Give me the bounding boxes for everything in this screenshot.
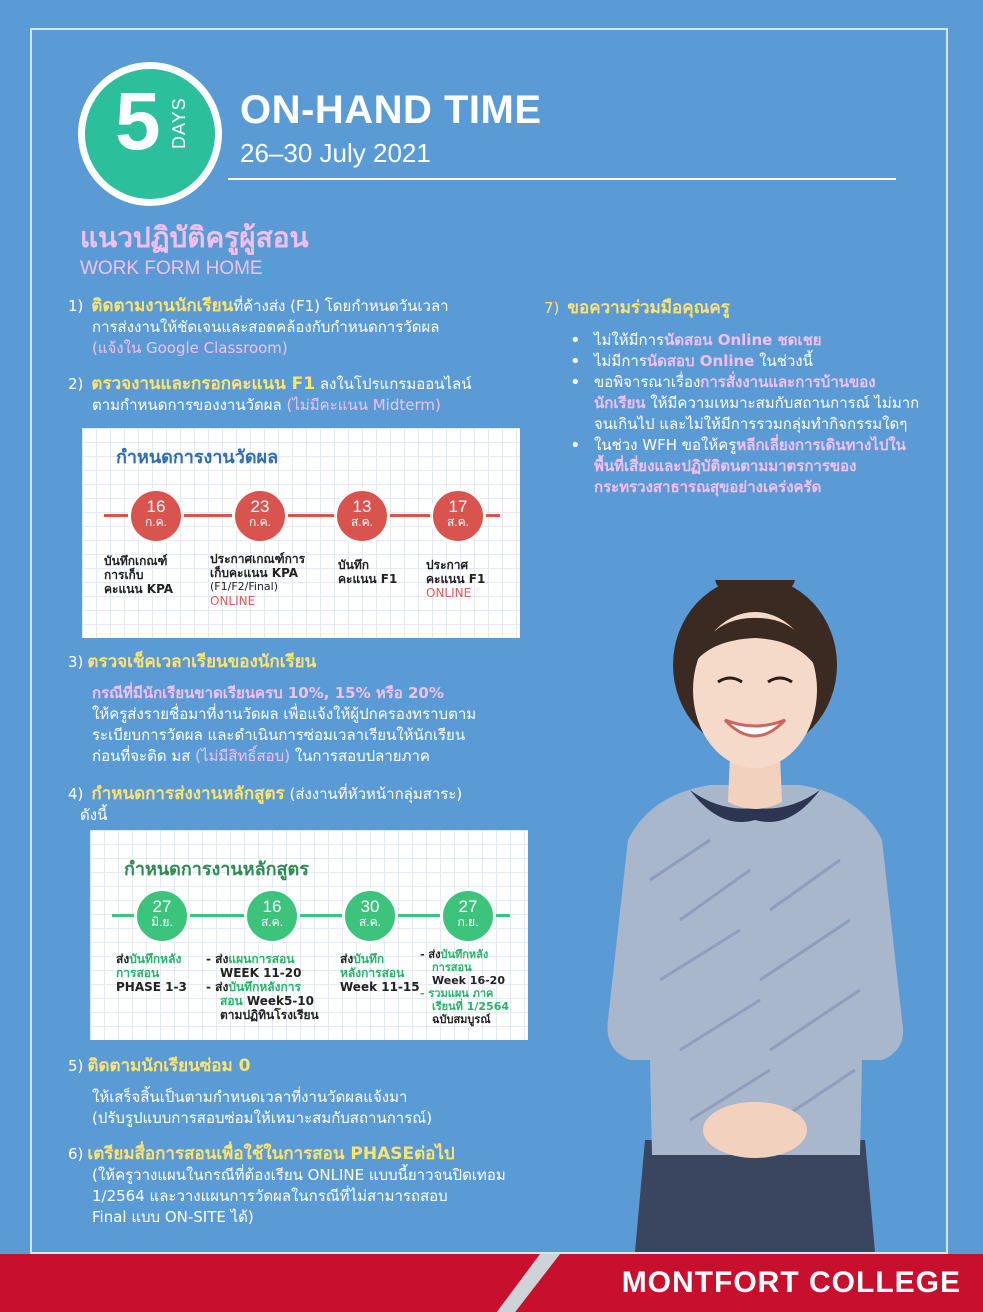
timeline-label [116, 952, 187, 994]
item-highlight: ติดตามนักเรียนซ่อม 0 [87, 1056, 251, 1076]
timeline-label [338, 558, 397, 586]
badge-number: 5 [115, 76, 161, 167]
item-text: ในช่วงนี้ [754, 352, 813, 370]
label-line: PHASE 1-3 [116, 980, 187, 994]
item-emphasis: กรณีที่มีนักเรียนขาดเรียนครบ 10%, 15% หรือ 20% [92, 684, 444, 702]
label-online: ONLINE [426, 586, 472, 600]
timeline-date-circle [128, 488, 184, 544]
label-line: ส่ง [340, 952, 354, 966]
teacher-photo [590, 580, 920, 1252]
item-text: ในช่วง WFH ขอให้ครู [594, 436, 737, 454]
label-line: บันทึก [338, 558, 369, 572]
header-divider [228, 178, 896, 180]
footer-accent [0, 1254, 540, 1312]
timeline-date-circle [430, 488, 486, 544]
item-number: 5) [68, 1057, 84, 1075]
label-line: ส่ง [116, 952, 130, 966]
item-number: 1) [68, 297, 84, 315]
guideline-6 [68, 1144, 568, 1228]
date-month: ส.ค. [446, 515, 470, 529]
label-line: Week 11-15 [340, 980, 420, 994]
item-emphasis: นัดสอน Online ชดเชย [664, 331, 822, 349]
label-online: ONLINE [210, 594, 256, 608]
date-day: 13 [352, 497, 372, 516]
timeline-date-circle [232, 488, 288, 544]
item-highlight: เตรียมสื่อการสอนเพื่อใช้ในการสอน PHASEต่อไป [87, 1144, 455, 1164]
label-line: Week 16-20 [432, 974, 505, 987]
guideline-4 [68, 784, 548, 826]
section-heading-en: WORK FORM HOME [80, 258, 263, 279]
date-month: ก.ค. [249, 515, 271, 529]
item-text: ในการสอบปลายภาค [290, 747, 430, 765]
label-line: คะแนน F1 [426, 572, 486, 586]
item-highlight: ขอความร่วมมือคุณครู [567, 298, 730, 318]
five-days-badge [78, 62, 222, 206]
assessment-timeline-card [82, 428, 520, 638]
item-text: ไม่มีการ [594, 352, 647, 370]
item-text: ดังนี้ [80, 806, 108, 824]
section-heading-th: แนวปฏิบัติครูผู้สอน [80, 221, 309, 254]
date-month: ส.ค. [350, 515, 374, 529]
timeline-date-circle [244, 888, 300, 944]
item-text: ที่ค้างส่ง (F1) โดยกำหนดวันเวลา [233, 297, 449, 315]
page-title: ON-HAND TIME [240, 88, 542, 132]
item-text: การส่งงานให้ชัดเจนและสอดคล้องกับกำหนดการวัดผล [92, 318, 440, 336]
cooperation-list [570, 330, 920, 498]
label-line: WEEK 11-20 [220, 966, 302, 980]
list-item [570, 372, 920, 435]
date-day: 23 [250, 497, 270, 516]
item-text: ให้เสร็จสิ้นเป็นตามกำหนดเวลาที่งานวัดผลแจ้งมา [92, 1088, 408, 1106]
label-line: ตามปฏิทินโรงเรียน [220, 1008, 319, 1022]
timeline-title: กำหนดการงานวัดผล [116, 447, 279, 468]
date-day: 17 [448, 497, 468, 516]
list-item [570, 330, 920, 351]
item-text: (ส่งงานที่หัวหน้ากลุ่มสาระ) [284, 785, 463, 803]
label-green: สอน [220, 994, 243, 1008]
item-emphasis: หลีกเลี่ยงการเดินทางไปในพื้นที่เสี่ยงและปฏิบัติตนตามมาตรการของ กระทรวงสาธารณสุขอย่างเคร่งครัด [594, 436, 906, 496]
item-note: (แจ้งใน Google Classroom) [92, 339, 288, 357]
date-month: ก.ย. [457, 915, 479, 929]
item-number: 6) [68, 1145, 84, 1163]
timeline-label [426, 558, 485, 600]
date-day: 27 [152, 897, 172, 916]
guideline-5 [68, 1056, 548, 1129]
curriculum-timeline-card [90, 830, 528, 1040]
label-line: - ส่ง [420, 948, 441, 961]
item-highlight: กำหนดการส่งงานหลักสูตร [91, 784, 285, 804]
list-item [570, 351, 920, 372]
item-text: ให้มีความเหมาะสมกับสถานการณ์ ไม่มากจนเกินไป และไม่ให้มีการรวมกลุ่มทำกิจกรรมใดๆ [594, 394, 920, 433]
item-text: ระเบียบการวัดผล และดำเนินการซ่อมเวลาเรียนให้นักเรียน [92, 726, 466, 744]
item-text: ก่อนที่จะติด มส [92, 747, 196, 765]
college-name: MONTFORT COLLEGE [621, 1266, 961, 1299]
item-emphasis: นัดสอบ Online [646, 352, 755, 370]
item-number: 2) [68, 375, 84, 393]
label-green: หลังการสอน [340, 966, 405, 980]
date-day: 30 [360, 897, 380, 916]
timeline-date-circle [440, 888, 496, 944]
item-text: ลงในโปรแกรมออนไลน์ [315, 375, 472, 393]
label-line: (F1/F2/Final) [210, 580, 278, 593]
timeline-date-circle [334, 488, 390, 544]
item-text: (ปรับรูปแบบการสอบซ่อมให้เหมาะสมกับสถานการณ์) [92, 1109, 433, 1127]
label-green: บันทึกหลัง [129, 952, 182, 966]
date-month: มิ.ย. [151, 915, 173, 929]
guideline-3 [68, 652, 548, 767]
item-text: (ให้ครูวางแผนในกรณีที่ต้องเรียน ONLINE แบบนี้ยาวจนปิดเทอม [92, 1166, 506, 1184]
label-line: คะแนน KPA [104, 582, 174, 596]
item-emphasis: การสั่งงานและการบ้านของนักเรียน [594, 373, 876, 412]
date-day: 16 [146, 497, 166, 516]
label-green: การสอน [432, 961, 472, 974]
item-note: (ไม่มีคะแนน Midterm) [286, 396, 441, 414]
item-highlight: ติดตามงานนักเรียน [91, 296, 234, 316]
label-line: เก็บคะแนน KPA [210, 566, 299, 580]
item-text: Final แบบ ON-SITE ได้) [92, 1208, 254, 1226]
label-green: การสอน [116, 966, 160, 980]
label-green: เรียนที่ 1/2564 [432, 1000, 509, 1013]
guideline-7-title [544, 298, 904, 319]
label-line: ประกาศ [426, 558, 469, 572]
date-day: 27 [458, 897, 478, 916]
date-month: ส.ค. [358, 915, 382, 929]
item-highlight: ตรวจงานและกรอกคะแนน F1 [91, 374, 316, 394]
label-green: บันทึกหลัง [440, 948, 489, 961]
item-note: (ไม่มีสิทธิ์สอบ) [195, 747, 291, 765]
date-day: 16 [262, 897, 282, 916]
date-month: ก.ค. [145, 515, 167, 529]
item-number: 3) [68, 653, 84, 671]
item-highlight: ตรวจเช็คเวลาเรียนของนักเรียน [87, 652, 317, 672]
label-line: - ส่ง [206, 980, 229, 994]
timeline-date-circle [134, 888, 190, 944]
guideline-1 [68, 296, 538, 359]
label-line: ประกาศเกณฑ์การ [210, 552, 306, 566]
timeline-title: กำหนดการงานหลักสูตร [124, 859, 309, 880]
label-line: การเก็บ [104, 568, 144, 582]
item-number: 4) [68, 785, 84, 803]
date-month: ส.ค. [260, 915, 284, 929]
date-range: 26–30 July 2021 [240, 138, 431, 168]
item-text: ขอพิจารณาเรื่อง [594, 373, 701, 391]
badge-word: DAYS [169, 97, 189, 149]
item-text: 1/2564 และวางแผนการวัดผลในกรณีที่ไม่สามารถสอบ [92, 1187, 448, 1205]
label-green: บันทึกหลังการ [228, 980, 301, 994]
timeline-label [206, 952, 319, 1022]
timeline-label [104, 554, 173, 596]
footer-bar [0, 1254, 983, 1312]
timeline-label [420, 948, 509, 1026]
label-green: - รวมแผน ภาค [420, 987, 494, 1000]
timeline-label [340, 952, 420, 994]
guideline-2 [68, 374, 548, 416]
item-text: ไม่ให้มีการ [594, 331, 665, 349]
item-number: 7) [544, 299, 560, 317]
item-text: ตามกำหนดการของงานวัดผล [92, 396, 287, 414]
label-line: Week5-10 [242, 994, 315, 1008]
label-green: บันทึก [353, 952, 385, 966]
label-green: แผนการสอน [228, 952, 295, 966]
badge-circle [85, 69, 215, 199]
list-item [570, 435, 920, 498]
timeline-date-circle [342, 888, 398, 944]
item-text: ให้ครูส่งรายชื่อมาที่งานวัดผล เพื่อแจ้งให้ผู้ปกครองทราบตาม [92, 705, 477, 723]
label-line: - ส่ง [206, 952, 229, 966]
timeline-label [210, 552, 305, 608]
label-line: ฉบับสมบูรณ์ [432, 1013, 491, 1026]
label-line: บันทึกเกณฑ์ [104, 554, 168, 568]
label-line: คะแนน F1 [338, 572, 398, 586]
